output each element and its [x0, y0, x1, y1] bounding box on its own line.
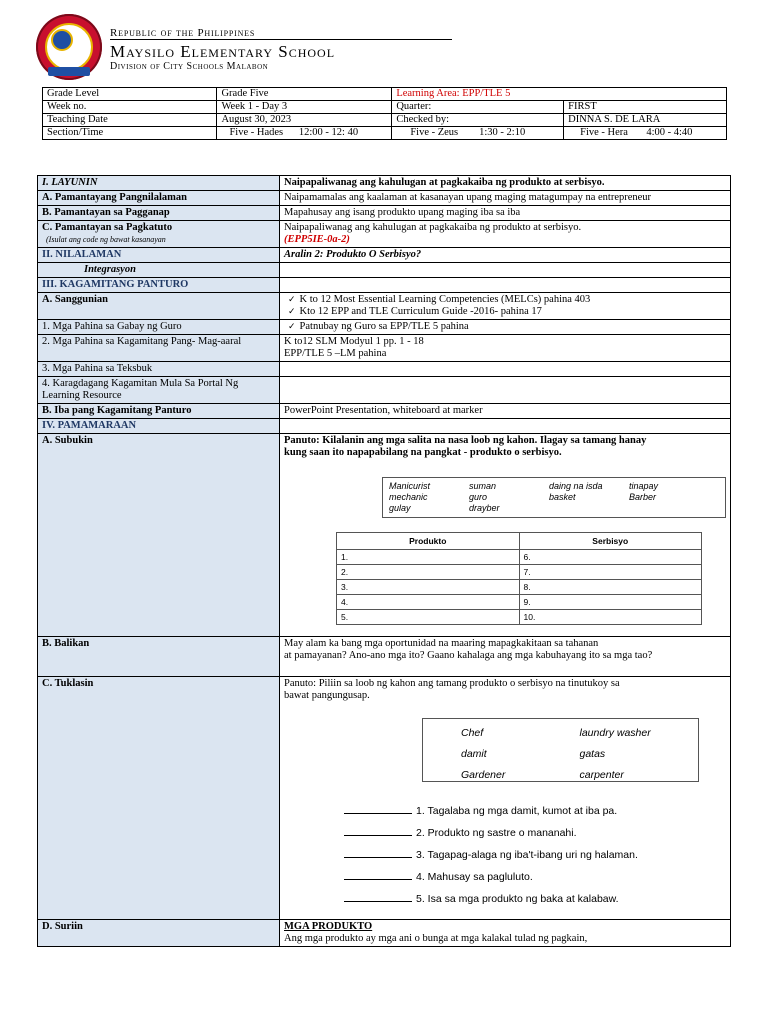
- lesson-plan-table: [37, 175, 731, 947]
- word: gulay: [389, 503, 411, 513]
- tuklasin-item: [344, 866, 726, 888]
- integrasyon-label: Integrasyon: [38, 263, 280, 278]
- balikan-text: May alam ka bang mga oportunidad na maaring mapagkakitaan sa tahanan: [284, 638, 599, 649]
- tuklasin-item: [344, 888, 726, 910]
- teksbuk-value: [280, 362, 731, 377]
- section-hades: Five - Hades 12:00 - 12: 40: [217, 127, 392, 140]
- choice-box: [422, 718, 699, 782]
- choice-word: damit: [461, 748, 487, 760]
- suriin-title: MGA PRODUKTO: [284, 921, 373, 932]
- quarter-value: FIRST: [564, 101, 727, 114]
- subukin-instruction: kung saan ito napapabilang na pangkat - produkto o serbisyo.: [284, 447, 562, 458]
- word: suman: [469, 481, 497, 491]
- quarter-label: Quarter:: [392, 101, 564, 114]
- pamamaraan-value: [280, 419, 731, 434]
- header-rule: [110, 39, 452, 40]
- gabay-label: 1. Mga Pahina sa Gabay ng Guro: [38, 320, 280, 335]
- pagganap-label: B. Pamantayan sa Pagganap: [38, 206, 280, 221]
- gabay-value: ✓ Patnubay ng Guro sa EPP/TLE 5 pahina: [284, 321, 726, 333]
- answer-blank[interactable]: [344, 869, 412, 880]
- pang-magaaral-label: 2. Mga Pahina sa Kagamitang Pang- Mag-aaral: [38, 335, 280, 362]
- word: Manicurist: [389, 481, 431, 491]
- answer-cell[interactable]: 6.: [519, 550, 702, 565]
- tuklasin-instruction: Panuto: Piliin sa loob ng kahon ang tamang produkto o serbisyo na tinutukoy sa: [284, 678, 620, 689]
- tuklasin-instruction: bawat pangungusap.: [284, 690, 370, 701]
- sanggunian-label: A. Sanggunian: [38, 293, 280, 320]
- answer-blank[interactable]: [344, 803, 412, 814]
- pagkatuto-note: (Isulat ang code ng bawat kasanayan: [46, 235, 166, 244]
- pagkatuto-value: Naipapaliwanag ang kahulugan at pagkakaiba ng produkto at serbisyo.: [284, 222, 582, 233]
- date-label: Teaching Date: [43, 114, 217, 127]
- date-value: August 30, 2023: [217, 114, 392, 127]
- subukin-instruction: Panuto: Kilalanin ang mga salita na nasa loob ng kahon. Ilagay sa tamang hanay: [284, 435, 647, 446]
- checked-label: Checked by:: [392, 114, 564, 127]
- choice-word: Gardener: [461, 769, 506, 781]
- info-table: [42, 87, 727, 140]
- answer-blank[interactable]: [344, 825, 412, 836]
- pagkatuto-code: (EPP5IE-0a-2): [284, 234, 350, 245]
- word: Barber: [629, 492, 657, 502]
- kagamitan-value: [280, 278, 731, 293]
- answer-cell[interactable]: 7.: [519, 565, 702, 580]
- suriin-label: D. Suriin: [38, 920, 280, 947]
- kagamitan-label: III. KAGAMITANG PANTURO: [38, 278, 280, 293]
- tuklasin-item-text: 1. Tagalaba ng mga damit, kumot at iba pa.: [416, 805, 618, 817]
- answer-blank[interactable]: [344, 891, 412, 902]
- tuklasin-item-text: 4. Mahusay sa pagluluto.: [416, 871, 533, 883]
- word: drayber: [469, 503, 500, 513]
- iba-value: PowerPoint Presentation, whiteboard at marker: [280, 404, 731, 419]
- choice-word: laundry washer: [579, 727, 651, 739]
- balikan-text: at pamayanan? Ano-ano mga ito? Gaano kahalaga ang mga kabuhayang ito sa mga tao?: [284, 650, 653, 661]
- teksbuk-label: 3. Mga Pahina sa Teksbuk: [38, 362, 280, 377]
- balikan-label: B. Balikan: [38, 637, 280, 677]
- learning-area: Learning Area: EPP/TLE 5: [392, 88, 727, 101]
- word: basket: [549, 492, 576, 502]
- layunin-label: I. LAYUNIN: [38, 176, 280, 191]
- portal-label: 4. Karagdagang Kagamitan Mula Sa Portal Ng Learning Resource: [38, 377, 280, 404]
- week-label: Week no.: [43, 101, 217, 114]
- sanggunian-item: ✓ Kto 12 EPP and TLE Curriculum Guide -2016- pahina 17: [284, 306, 726, 318]
- word: tinapay: [629, 481, 659, 491]
- word: mechanic: [389, 492, 428, 502]
- word-box: [382, 477, 726, 518]
- tuklasin-item-text: 2. Produkto ng sastre o mananahi.: [416, 827, 577, 839]
- answer-cell[interactable]: 1.: [337, 550, 520, 565]
- serbisyo-header: Serbisyo: [519, 533, 702, 550]
- checked-value: DINNA S. DE LARA: [564, 114, 727, 127]
- division-name: Division of City Schools Malabon: [110, 61, 269, 72]
- section-hera: Five - Hera 4:00 - 4:40: [564, 127, 727, 140]
- answer-blank[interactable]: [344, 847, 412, 858]
- school-name: Maysilo Elementary School: [110, 42, 336, 61]
- tuklasin-label: C. Tuklasin: [38, 677, 280, 920]
- tuklasin-item-text: 5. Isa sa mga produkto ng baka at kalabaw.: [416, 893, 619, 905]
- tuklasin-item: [344, 844, 726, 866]
- integrasyon-value: [280, 263, 731, 278]
- school-seal-logo: [36, 14, 102, 80]
- word: [629, 503, 709, 514]
- answer-cell[interactable]: 8.: [519, 580, 702, 595]
- nilalaman-label: II. NILALAMAN: [38, 248, 280, 263]
- subukin-label: A. Subukin: [38, 434, 280, 637]
- pangnilalaman-value: Naipamamalas ang kaalaman at kasanayan upang maging matagumpay na entrepreneur: [280, 191, 731, 206]
- produkto-serbisyo-table: [336, 532, 702, 625]
- grade-level-value: Grade Five: [217, 88, 392, 101]
- suriin-text: Ang mga produkto ay mga ani o bunga at mga kalakal tulad ng pagkain,: [284, 933, 588, 944]
- pagganap-value: Mapahusay ang isang produkto upang maging iba sa iba: [280, 206, 731, 221]
- tuklasin-item-text: 3. Tagapag-alaga ng iba't-ibang uri ng halaman.: [416, 849, 638, 861]
- answer-cell[interactable]: 4.: [337, 595, 520, 610]
- word: [549, 503, 629, 514]
- answer-cell[interactable]: 3.: [337, 580, 520, 595]
- section-zeus: Five - Zeus 1:30 - 2:10: [392, 127, 564, 140]
- tuklasin-items: [344, 800, 726, 910]
- choice-word: gatas: [579, 748, 606, 760]
- pang-magaaral-value: EPP/TLE 5 –LM pahina: [284, 348, 387, 359]
- grade-level-label: Grade Level: [43, 88, 217, 101]
- portal-value: [280, 377, 731, 404]
- pagkatuto-label: C. Pamantayan sa Pagkatuto: [42, 222, 173, 233]
- word: daing na isda: [549, 481, 603, 491]
- produkto-header: Produkto: [337, 533, 520, 550]
- answer-cell[interactable]: 9.: [519, 595, 702, 610]
- section-label: Section/Time: [43, 127, 217, 140]
- tuklasin-item: [344, 800, 726, 822]
- sanggunian-item: ✓ K to 12 Most Essential Learning Competencies (MELCs) pahina 403: [284, 294, 726, 306]
- pamamaraan-label: IV. PAMAMARAAN: [38, 419, 280, 434]
- answer-cell[interactable]: 2.: [337, 565, 520, 580]
- tuklasin-item: [344, 822, 726, 844]
- iba-label: B. Iba pang Kagamitang Panturo: [38, 404, 280, 419]
- nilalaman-value: Aralin 2: Produkto O Serbisyo?: [280, 248, 731, 263]
- republic-label: Republic of the Philippines: [110, 27, 256, 39]
- pangnilalaman-label: A. Pamantayang Pangnilalaman: [38, 191, 280, 206]
- pang-magaaral-value: K to12 SLM Modyul 1 pp. 1 - 18: [284, 336, 424, 347]
- week-value: Week 1 - Day 3: [217, 101, 392, 114]
- answer-cell[interactable]: 5.: [337, 610, 520, 625]
- answer-cell[interactable]: 10.: [519, 610, 702, 625]
- layunin-value: Naipapaliwanag ang kahulugan at pagkakaiba ng produkto at serbisyo.: [280, 176, 731, 191]
- choice-word: Chef: [461, 727, 484, 739]
- word: guro: [469, 492, 488, 502]
- choice-word: carpenter: [579, 769, 624, 781]
